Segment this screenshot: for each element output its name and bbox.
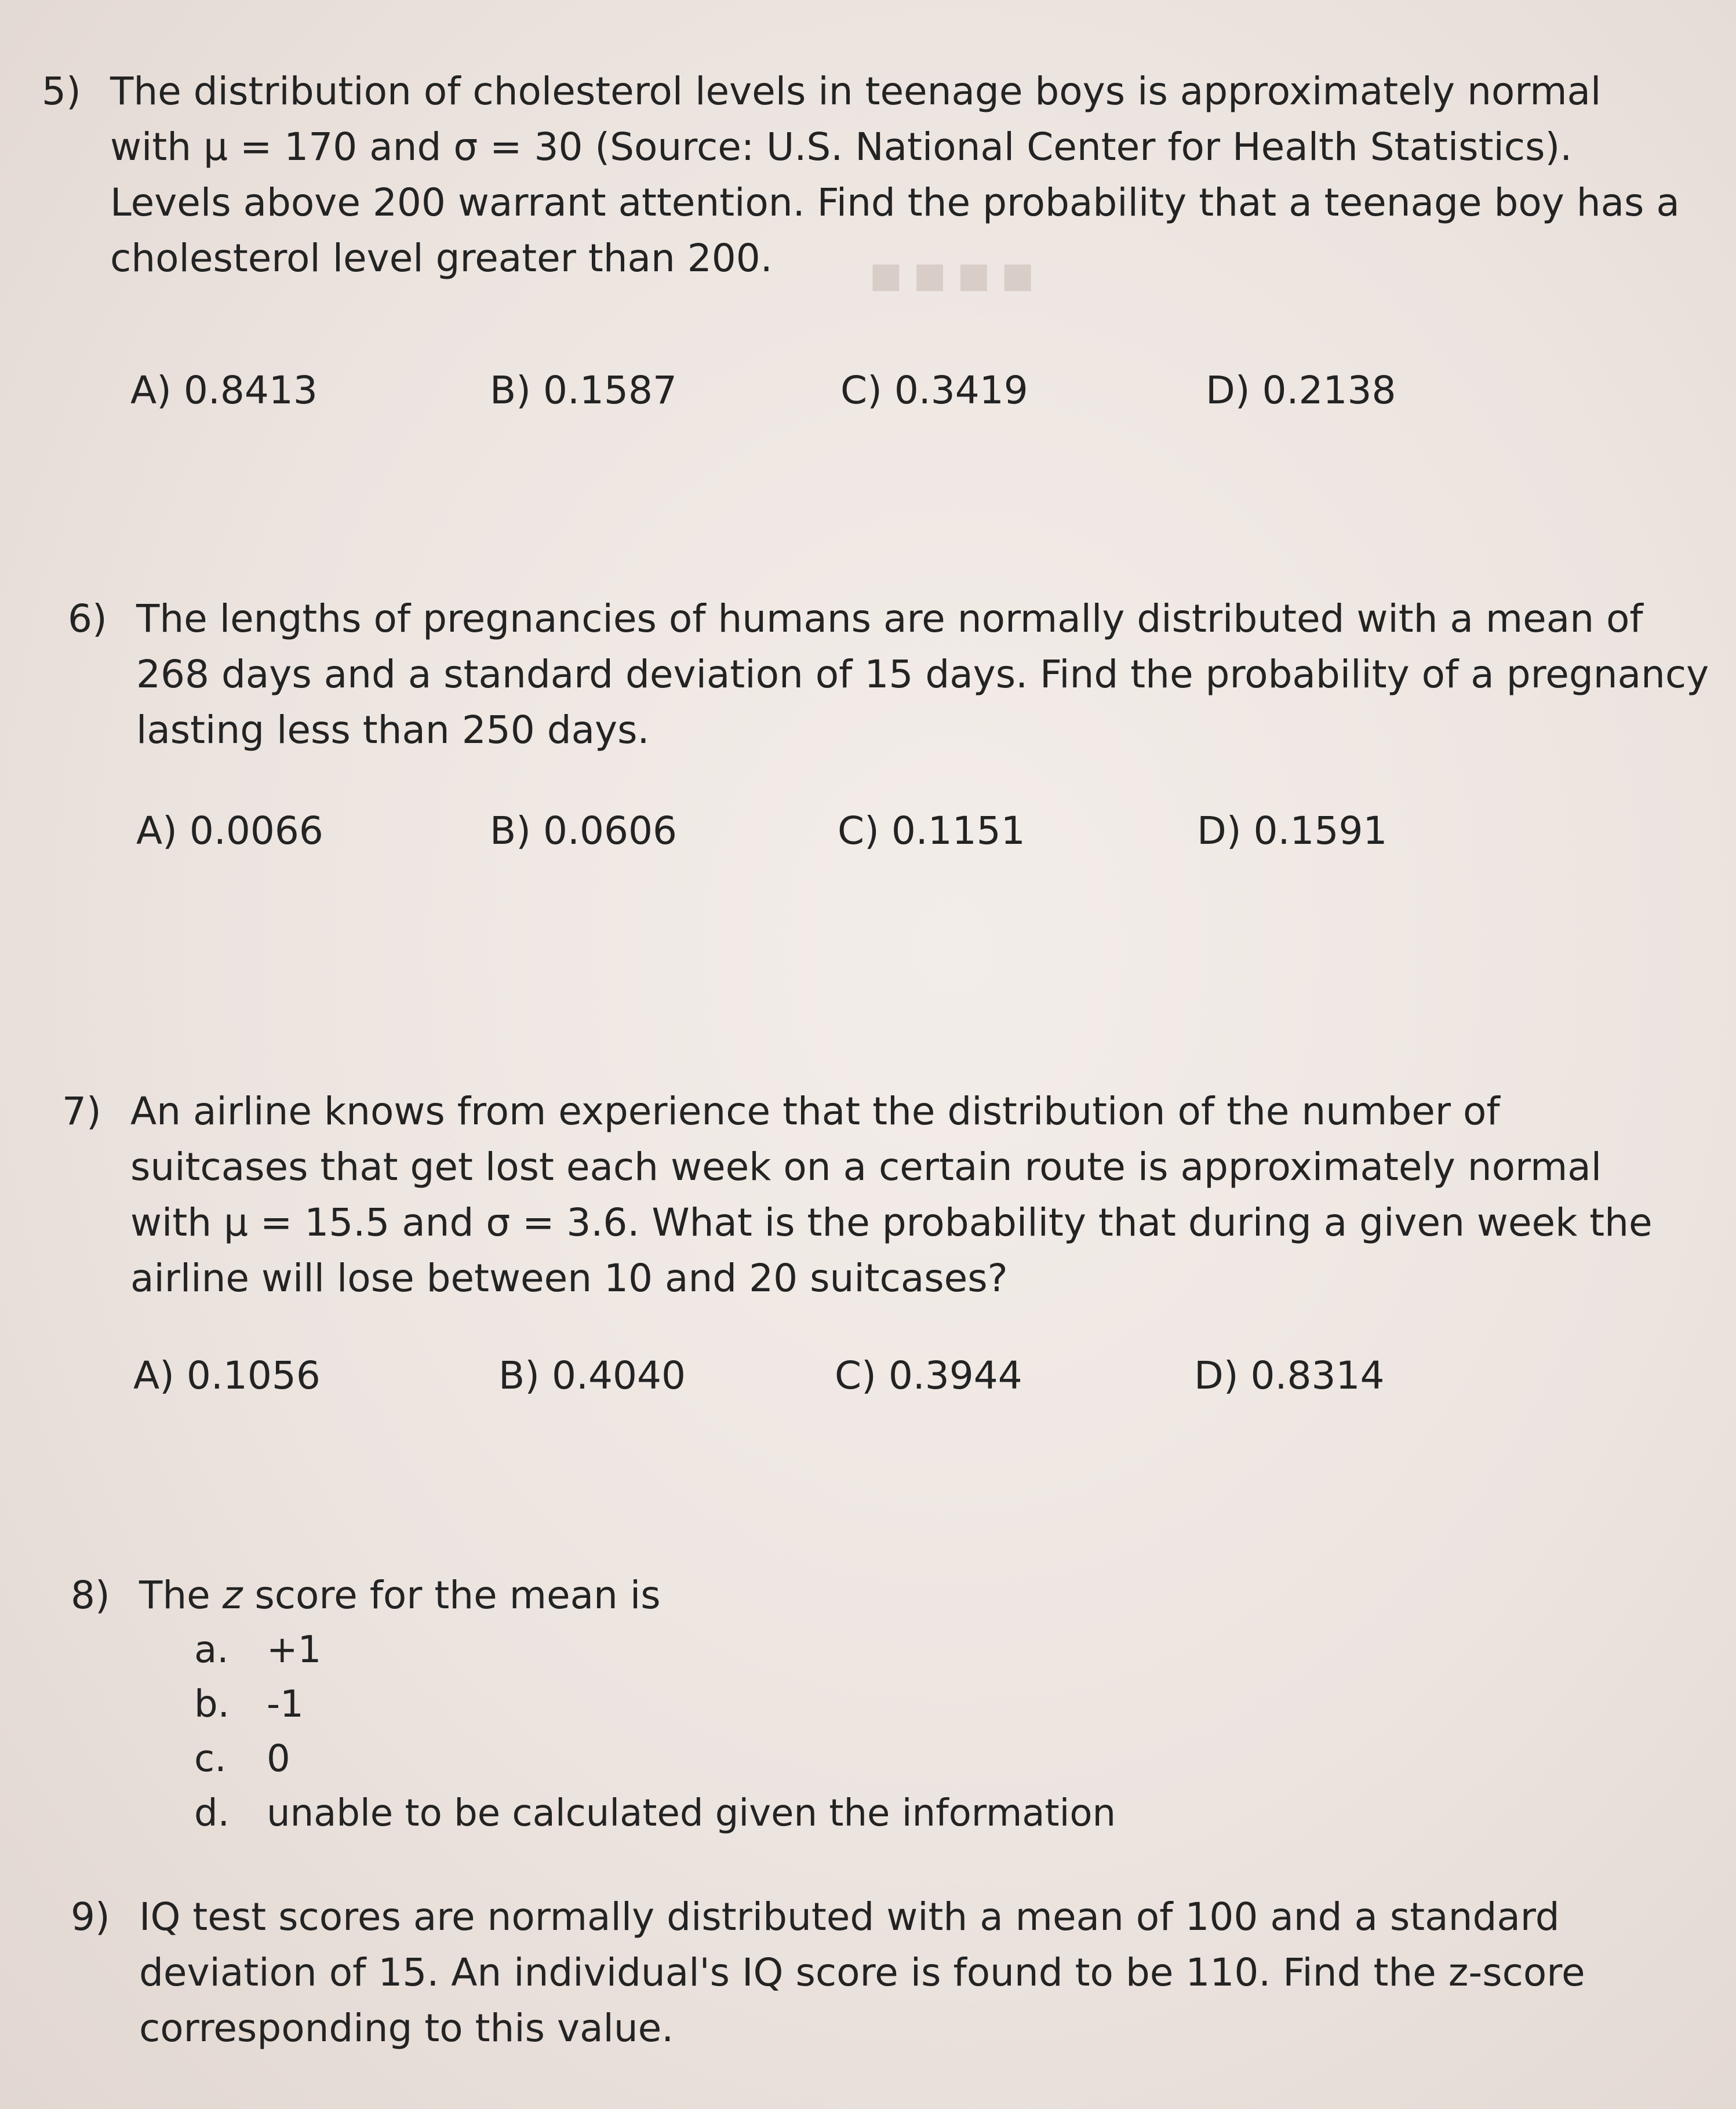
question-9: [71, 1889, 1585, 2056]
option-b: [194, 1677, 1116, 1732]
question-stem-before: The: [139, 1573, 223, 1618]
answer-choices-5: [130, 368, 1464, 424]
option-text: 0: [267, 1738, 290, 1780]
choice-b: B) 0.1587: [490, 368, 677, 413]
option-text: -1: [267, 1683, 304, 1726]
choice-c: C) 0.1151: [838, 808, 1025, 853]
choice-a: A) 0.0066: [136, 808, 323, 853]
question-text-line: deviation of 15. An individual's IQ score is found to be 110. Find the z-score: [139, 1950, 1585, 1995]
question-6: [68, 591, 1709, 758]
question-5: [42, 64, 1680, 286]
option-letter: d.: [194, 1792, 230, 1835]
question-text-line: Levels above 200 warrant attention. Find the probability that a teenage boy has a: [110, 180, 1680, 225]
question-text-line: lasting less than 250 days.: [136, 708, 650, 752]
question-text-line: with μ = 170 and σ = 30 (Source: U.S. National Center for Health Statistics).: [110, 125, 1573, 169]
question-8-options: [194, 1623, 1116, 1841]
question-number: 8): [71, 1573, 110, 1618]
option-d: [194, 1786, 1116, 1841]
question-text-line: cholesterol level greater than 200.: [110, 236, 773, 281]
option-a: [194, 1623, 1116, 1677]
question-text-line: 268 days and a standard deviation of 15 days. Find the probability of a pregnancy: [136, 652, 1709, 697]
answer-choices-7: [133, 1353, 1466, 1409]
question-number: 5): [42, 69, 81, 114]
question-8: [71, 1568, 661, 1623]
option-letter: b.: [194, 1683, 230, 1726]
choice-a: A) 0.8413: [130, 368, 318, 413]
question-text-line: suitcases that get lost each week on a certain route is approximately normal: [130, 1145, 1602, 1189]
choice-a: A) 0.1056: [133, 1353, 321, 1398]
choice-d: D) 0.8314: [1194, 1353, 1385, 1398]
question-text-line: The distribution of cholesterol levels in teenage boys is approximately normal: [110, 69, 1602, 114]
choice-d: D) 0.1591: [1197, 808, 1388, 853]
question-stem-italic: z: [222, 1573, 243, 1618]
choice-d: D) 0.2138: [1206, 368, 1396, 413]
option-letter: a.: [194, 1629, 229, 1671]
choice-b: B) 0.0606: [490, 808, 677, 853]
question-number: 9): [71, 1895, 110, 1939]
question-text-line: corresponding to this value.: [139, 2006, 674, 2050]
option-text: +1: [267, 1629, 322, 1671]
choice-c: C) 0.3419: [840, 368, 1028, 413]
question-text-line: IQ test scores are normally distributed with a mean of 100 and a standard: [139, 1895, 1560, 1939]
question-text-line: airline will lose between 10 and 20 suitcases?: [130, 1256, 1008, 1301]
option-letter: c.: [194, 1738, 227, 1780]
option-text: unable to be calculated given the information: [267, 1792, 1116, 1835]
choice-c: C) 0.3944: [835, 1353, 1022, 1398]
question-text-line: An airline knows from experience that the distribution of the number of: [130, 1089, 1500, 1134]
question-number: 7): [62, 1089, 101, 1134]
question-text-line: with μ = 15.5 and σ = 3.6. What is the probability that during a given week the: [130, 1200, 1653, 1245]
answer-choices-6: [136, 808, 1469, 864]
option-c: [194, 1732, 1116, 1786]
question-number: 6): [68, 596, 107, 641]
question-stem-after: score for the mean is: [242, 1573, 661, 1618]
question-7: [62, 1084, 1653, 1306]
show-through-mark: ■ ■ ■ ■: [869, 255, 1034, 296]
question-text-line: The lengths of pregnancies of humans are normally distributed with a mean of: [136, 596, 1643, 641]
choice-b: B) 0.4040: [498, 1353, 686, 1398]
